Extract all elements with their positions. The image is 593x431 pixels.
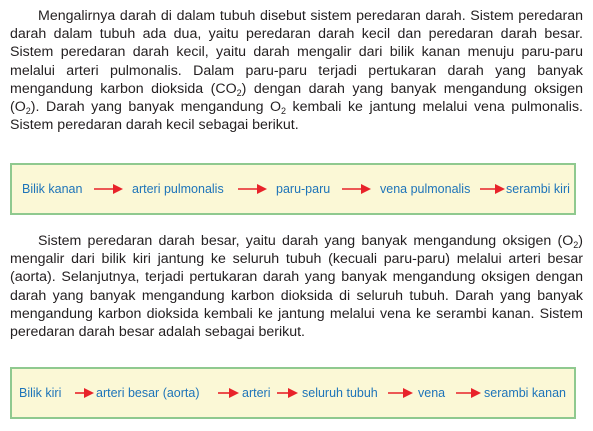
- flow2-node-1: Bilik kiri: [19, 386, 62, 400]
- para1-sub-3: 2: [281, 106, 287, 117]
- flow2-node-6: serambi kanan: [484, 386, 566, 400]
- flow2-node-4: seluruh tubuh: [302, 386, 378, 400]
- paragraph-large-circulation: [10, 232, 583, 341]
- arrow-right-icon: [218, 387, 240, 399]
- para1-text-4: kembali ke jantung melalui vena pulmonalis. Sistem peredaran darah kecil sebagai berikut.: [10, 99, 583, 134]
- arrow-right-icon: [277, 387, 299, 399]
- arrow-right-icon: [456, 387, 482, 399]
- flow2-node-5: vena: [418, 386, 446, 400]
- flow1-node-2: arteri pulmonalis: [132, 182, 224, 196]
- arrow-right-icon: [75, 387, 95, 399]
- para1-sub-1: 2: [236, 87, 242, 98]
- flow1-node-3: paru-paru: [276, 182, 331, 196]
- para1-text-1: Mengalirnya darah di dalam tubuh disebut sistem peredaran darah. Sistem peredaran darah dalam tubuh ada dua, yaitu peredaran darah kecil dan peredaran darah besar. Sistem peredaran darah kecil, yaitu darah mengalir dari bilik kanan menuju paru-paru melalui arteri pulmonalis. Dalam paru-paru terjadi pertukaran darah yang banyak mengandung karbon dioksida (CO: [10, 8, 583, 97]
- arrow-right-icon: [94, 183, 124, 195]
- para1-sub-2: 2: [25, 106, 31, 117]
- para1-text-2: ) dengan darah yang banyak mengandung oksigen (O: [10, 80, 583, 116]
- flow1-node-4: vena pulmonalis: [380, 182, 471, 196]
- arrow-right-icon: [480, 183, 506, 195]
- flow2-node-2: arteri besar (aorta): [96, 386, 200, 400]
- arrow-right-icon: [342, 183, 372, 195]
- flow1-node-1: Bilik kanan: [22, 182, 83, 196]
- para2-text-1: Sistem peredaran darah besar, yaitu darah yang banyak mengandung oksigen (O: [38, 233, 574, 249]
- paragraph-small-circulation: [10, 7, 583, 134]
- para2-text-2: ) mengalir dari bilik kiri jantung ke seluruh tubuh (kecuali paru-paru) melalui arteri besar (aorta). Selanjutnya, terjadi pertukaran darah yang banyak mengandung oksigen dengan darah yang banyak mengandung karbon dioksida di seluruh tubuh. Darah yang banyak mengandung karbon dioksida kembali ke jantung melalui vena ke serambi kanan. Sistem peredaran darah besar adalah sebagai berikut.: [10, 233, 583, 341]
- arrow-right-icon: [388, 387, 414, 399]
- flow2-node-3: arteri: [242, 386, 271, 400]
- small-circulation-flow-box: [10, 163, 576, 215]
- large-circulation-flow-box: [10, 367, 576, 419]
- para2-sub-1: 2: [573, 240, 579, 250]
- arrow-right-icon: [238, 183, 268, 195]
- para1-text-3: ). Darah yang banyak mengandung O: [30, 99, 282, 116]
- flow1-node-5: serambi kiri: [506, 182, 570, 196]
